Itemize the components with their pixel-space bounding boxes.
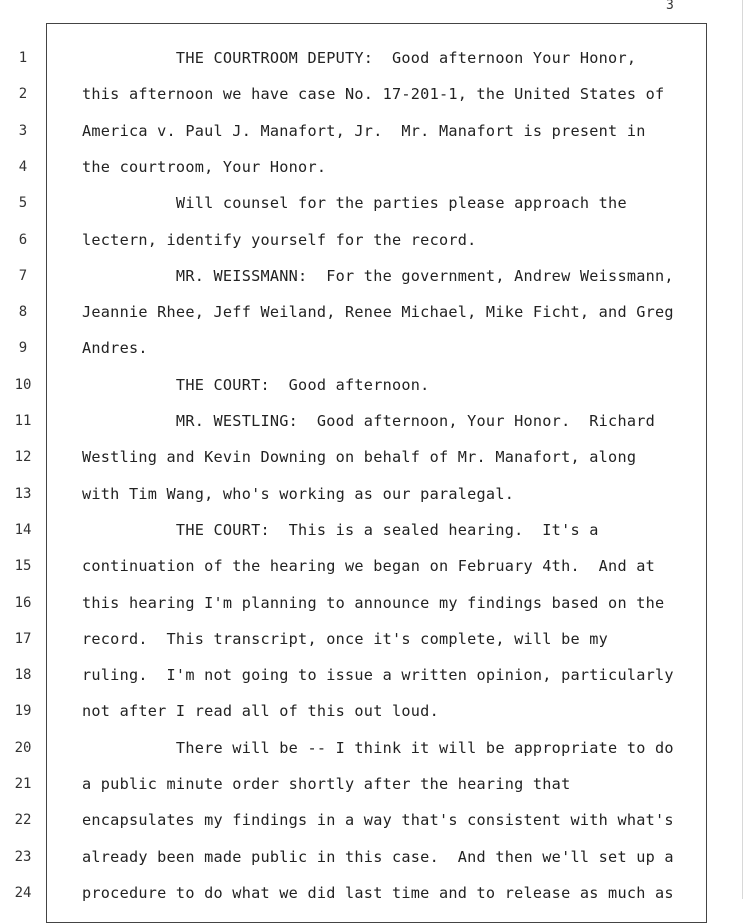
line-number: 10 (14, 377, 32, 393)
transcript-line: MR. WESTLING: Good afternoon, Your Honor. Richard (82, 412, 656, 430)
transcript-line: with Tim Wang, who's working as our paralegal. (82, 485, 515, 503)
line-number: 7 (18, 268, 28, 284)
line-number: 22 (14, 812, 32, 828)
line-number: 24 (14, 885, 32, 901)
line-number: 3 (18, 123, 28, 139)
transcript-line: not after I read all of this out loud. (82, 702, 439, 720)
page-edge-divider (742, 0, 743, 899)
transcript-line: There will be -- I think it will be appropriate to do (82, 739, 674, 757)
line-number: 2 (18, 86, 28, 102)
transcript-line: procedure to do what we did last time and to release as much as (82, 884, 674, 902)
transcript-line: MR. WEISSMANN: For the government, Andrew Weissmann, (82, 267, 674, 285)
transcript-line: THE COURT: Good afternoon. (82, 376, 430, 394)
line-number: 20 (14, 740, 32, 756)
line-number: 4 (18, 159, 28, 175)
transcript-line: THE COURTROOM DEPUTY: Good afternoon Your Honor, (82, 49, 637, 67)
line-number: 19 (14, 703, 32, 719)
transcript-line: Will counsel for the parties please approach the (82, 194, 627, 212)
line-number: 23 (14, 849, 32, 865)
transcript-line: lectern, identify yourself for the record. (82, 231, 477, 249)
line-number: 13 (14, 486, 32, 502)
transcript-line: America v. Paul J. Manafort, Jr. Mr. Manafort is present in (82, 122, 646, 140)
line-number: 8 (18, 304, 28, 320)
transcript-line: the courtroom, Your Honor. (82, 158, 327, 176)
transcript-line: continuation of the hearing we began on February 4th. And at (82, 557, 656, 575)
transcript-line: already been made public in this case. And then we'll set up a (82, 848, 674, 866)
line-number: 21 (14, 776, 32, 792)
transcript-line: this afternoon we have case No. 17-201-1, the United States of (82, 85, 665, 103)
transcript-line: THE COURT: This is a sealed hearing. It's a (82, 521, 599, 539)
transcript-line: this hearing I'm planning to announce my findings based on the (82, 594, 665, 612)
line-number: 16 (14, 595, 32, 611)
transcript-line: Andres. (82, 339, 148, 357)
line-number: 12 (14, 449, 32, 465)
line-number: 5 (18, 195, 28, 211)
line-number: 17 (14, 631, 32, 647)
line-number: 15 (14, 558, 32, 574)
transcript-line: encapsulates my findings in a way that's consistent with what's (82, 811, 674, 829)
line-number: 11 (14, 413, 32, 429)
line-number: 9 (18, 340, 28, 356)
line-number: 18 (14, 667, 32, 683)
line-number: 6 (18, 232, 28, 248)
line-number: 14 (14, 522, 32, 538)
transcript-line: record. This transcript, once it's complete, will be my (82, 630, 609, 648)
page-number: 3 (666, 0, 674, 13)
transcript-line: Jeannie Rhee, Jeff Weiland, Renee Michael, Mike Ficht, and Greg (82, 303, 674, 321)
line-number: 1 (18, 50, 28, 66)
transcript-line: ruling. I'm not going to issue a written opinion, particularly (82, 666, 674, 684)
transcript-line: Westling and Kevin Downing on behalf of Mr. Manafort, along (82, 448, 637, 466)
transcript-line: a public minute order shortly after the hearing that (82, 775, 571, 793)
